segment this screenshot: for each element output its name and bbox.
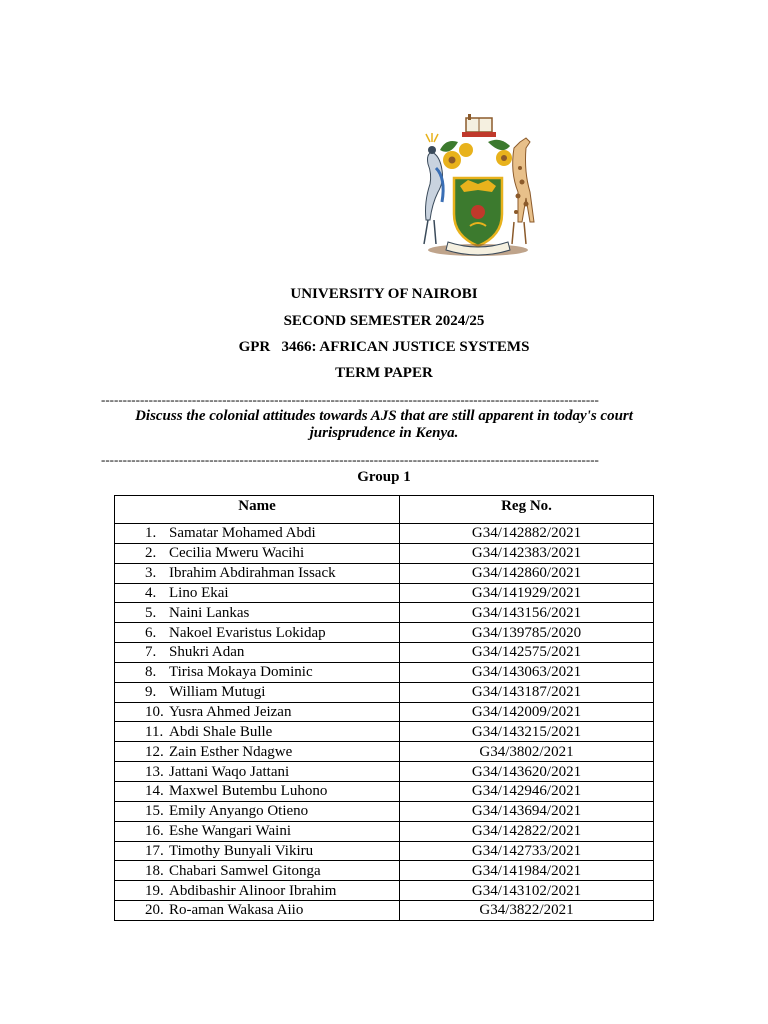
member-name-cell — [115, 543, 400, 563]
table-row — [115, 643, 654, 663]
registration-number: G34/143694/2021 — [400, 801, 654, 821]
row-number: 14. — [145, 783, 164, 800]
row-number: 4. — [145, 584, 157, 601]
member-name: Yusra Ahmed Jeizan — [169, 704, 292, 721]
member-name-cell — [115, 762, 400, 782]
table-row — [115, 781, 654, 801]
registration-number: G34/3802/2021 — [400, 742, 654, 762]
row-number: 9. — [145, 684, 157, 701]
row-number: 5. — [145, 604, 157, 621]
book-icon — [462, 114, 496, 137]
registration-number: G34/142009/2021 — [400, 702, 654, 722]
member-name-cell — [115, 702, 400, 722]
column-header-reg: Reg No. — [400, 496, 654, 524]
separator-bottom: ------------------------------------------------------------------------------------------------------------------- — [101, 453, 599, 467]
registration-number: G34/143187/2021 — [400, 682, 654, 702]
column-header-name: Name — [115, 496, 400, 524]
member-name: Abdi Shale Bulle — [169, 723, 273, 740]
registration-number: G34/143156/2021 — [400, 603, 654, 623]
table-row — [115, 722, 654, 742]
member-name-cell — [115, 821, 400, 841]
shield-icon — [454, 178, 502, 246]
member-name-cell — [115, 603, 400, 623]
member-name-cell — [115, 781, 400, 801]
row-number: 6. — [145, 624, 157, 641]
registration-number: G34/143063/2021 — [400, 662, 654, 682]
row-number: 1. — [145, 525, 157, 542]
member-name: Nakoel Evaristus Lokidap — [169, 624, 326, 641]
row-number: 10. — [145, 704, 164, 721]
member-name: Shukri Adan — [169, 644, 245, 661]
giraffe-icon — [512, 138, 534, 244]
table-body — [115, 524, 654, 921]
member-name-cell — [115, 682, 400, 702]
member-name-cell — [115, 524, 400, 544]
row-number: 17. — [145, 842, 164, 859]
registration-number: G34/143215/2021 — [400, 722, 654, 742]
table-row — [115, 524, 654, 544]
table-row — [115, 583, 654, 603]
row-number: 16. — [145, 823, 164, 840]
member-name: Timothy Bunyali Vikiru — [169, 842, 314, 859]
row-number: 2. — [145, 545, 157, 562]
member-name-cell — [115, 563, 400, 583]
member-name: Naini Lankas — [169, 604, 250, 621]
row-number: 7. — [145, 644, 157, 661]
member-name-cell — [115, 722, 400, 742]
table-row — [115, 623, 654, 643]
row-number: 19. — [145, 882, 164, 899]
member-name: Chabari Samwel Gitonga — [169, 862, 321, 879]
registration-number: G34/143102/2021 — [400, 881, 654, 901]
course-title: GPR 3466: AFRICAN JUSTICE SYSTEMS — [238, 339, 530, 355]
registration-number: G34/142383/2021 — [400, 543, 654, 563]
flowers-icon — [440, 140, 512, 169]
member-name-cell — [115, 643, 400, 663]
member-name: William Mutugi — [169, 684, 266, 701]
table-row — [115, 861, 654, 881]
member-name: Abdibashir Alinoor Ibrahim — [169, 882, 337, 899]
member-name-cell — [115, 901, 400, 921]
member-name-cell — [115, 623, 400, 643]
table-row — [115, 563, 654, 583]
registration-number: G34/141929/2021 — [400, 583, 654, 603]
table-header-row — [115, 496, 654, 524]
university-crest-logo — [408, 112, 548, 262]
table-row — [115, 801, 654, 821]
member-name-cell — [115, 742, 400, 762]
table-row — [115, 603, 654, 623]
registration-number: G34/3822/2021 — [400, 901, 654, 921]
row-number: 18. — [145, 862, 164, 879]
registration-number: G34/142882/2021 — [400, 524, 654, 544]
member-name-cell — [115, 841, 400, 861]
table-row — [115, 702, 654, 722]
table-row — [115, 881, 654, 901]
member-name-cell — [115, 801, 400, 821]
row-number: 13. — [145, 763, 164, 780]
member-name: Zain Esther Ndagwe — [169, 743, 293, 760]
table-row — [115, 901, 654, 921]
registration-number: G34/141984/2021 — [400, 861, 654, 881]
row-number: 15. — [145, 803, 164, 820]
member-name: Ibrahim Abdirahman Issack — [169, 565, 336, 582]
table-row — [115, 762, 654, 782]
registration-number: G34/142575/2021 — [400, 643, 654, 663]
table-row — [115, 841, 654, 861]
member-name: Samatar Mohamed Abdi — [169, 525, 316, 542]
document-type-title: TERM PAPER — [335, 365, 433, 381]
member-name: Emily Anyango Otieno — [169, 803, 309, 820]
member-name-cell — [115, 881, 400, 901]
member-name: Maxwel Butembu Luhono — [169, 783, 328, 800]
member-name: Jattani Waqo Jattani — [169, 763, 290, 780]
member-name: Ro-aman Wakasa Aiio — [169, 902, 304, 919]
table-row — [115, 821, 654, 841]
member-name: Eshe Wangari Waini — [169, 823, 291, 840]
registration-number: G34/142860/2021 — [400, 563, 654, 583]
registration-number: G34/142946/2021 — [400, 781, 654, 801]
crest-base — [428, 242, 528, 256]
member-name-cell — [115, 662, 400, 682]
semester-title: SECOND SEMESTER 2024/25 — [283, 313, 485, 329]
table-row — [115, 662, 654, 682]
row-number: 3. — [145, 565, 157, 582]
row-number: 8. — [145, 664, 157, 681]
registration-number: G34/142733/2021 — [400, 841, 654, 861]
member-name: Tirisa Mokaya Dominic — [169, 664, 313, 681]
member-name: Cecilia Mweru Wacihi — [169, 545, 305, 562]
registration-number: G34/143620/2021 — [400, 762, 654, 782]
member-name-cell — [115, 583, 400, 603]
table-row — [115, 682, 654, 702]
registration-number: G34/142822/2021 — [400, 821, 654, 841]
member-name: Lino Ekai — [169, 584, 229, 601]
group-label: Group 1 — [357, 469, 411, 485]
row-number: 20. — [145, 902, 164, 919]
registration-number: G34/139785/2020 — [400, 623, 654, 643]
member-name-cell — [115, 861, 400, 881]
row-number: 12. — [145, 743, 164, 760]
essay-question: Discuss the colonial attitudes towards AJS that are still apparent in today's court jurisprudence in Kenya. — [135, 408, 633, 441]
university-name: UNIVERSITY OF NAIROBI — [290, 286, 478, 302]
row-number: 11. — [145, 723, 164, 740]
separator-top: ------------------------------------------------------------------------------------------------------------------- — [101, 393, 599, 407]
table-row — [115, 543, 654, 563]
members-table — [114, 495, 654, 921]
table-row — [115, 742, 654, 762]
